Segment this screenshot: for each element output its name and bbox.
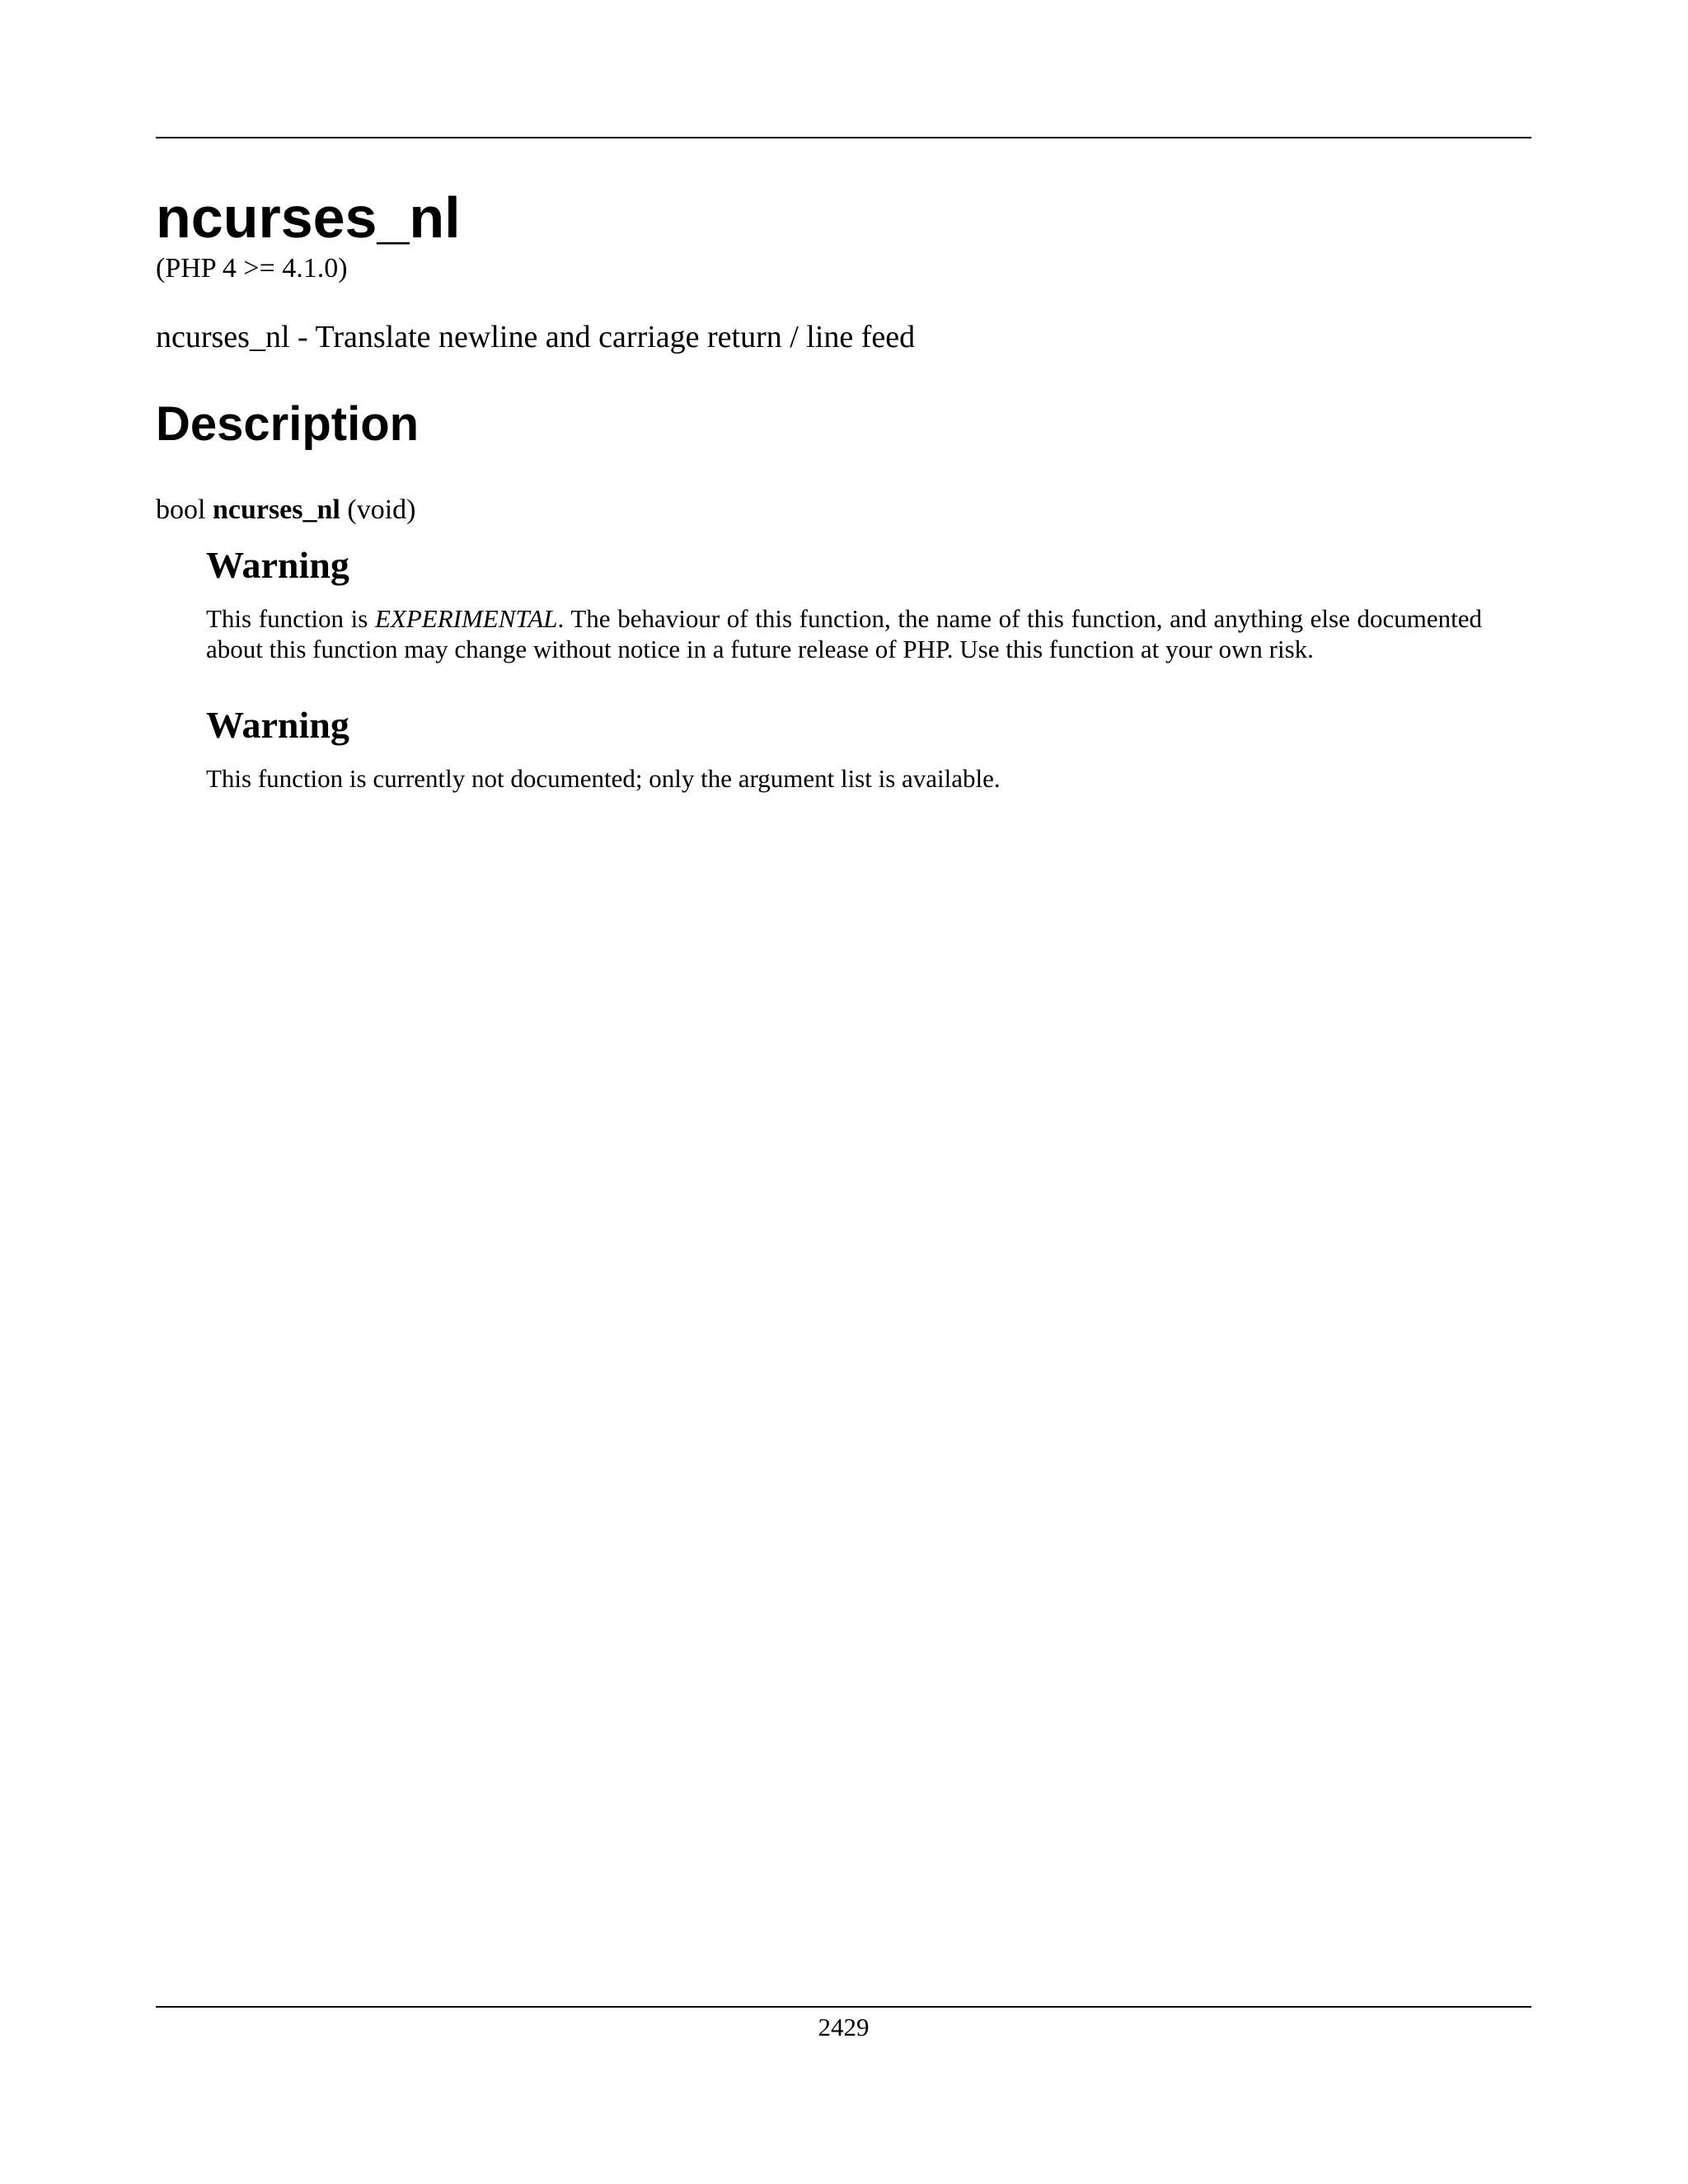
warning-title: Warning [206,704,349,746]
section-heading-description: Description [156,397,420,451]
version-info: (PHP 4 >= 4.1.0) [156,253,348,284]
top-rule [156,137,1531,138]
function-title: ncurses_nl [156,185,461,250]
warning-experimental [206,542,1482,664]
warning-title: Warning [206,544,349,586]
page-number: 2429 [818,2013,870,2041]
experimental-emphasis: EXPERIMENTAL [374,604,558,633]
function-purpose: ncurses_nl - Translate newline and carriage return / line feed [156,320,916,354]
bottom-rule [156,2006,1531,2008]
warning-text: This function is currently not documented; only the argument list is available. [206,764,1001,793]
function-name: ncurses_nl [212,494,340,525]
function-params: (void) [347,494,416,525]
page-content [156,183,1531,832]
warning-text: This function is EXPERIMENTAL. The behaviour of this function, the name of this function, and anything else documented about this function may change without notice in a future release of PHP. Use this function at your own risk. [206,604,1482,663]
warning-undocumented [206,702,1482,794]
return-type: bool [156,494,206,525]
function-synopsis [156,493,1531,527]
